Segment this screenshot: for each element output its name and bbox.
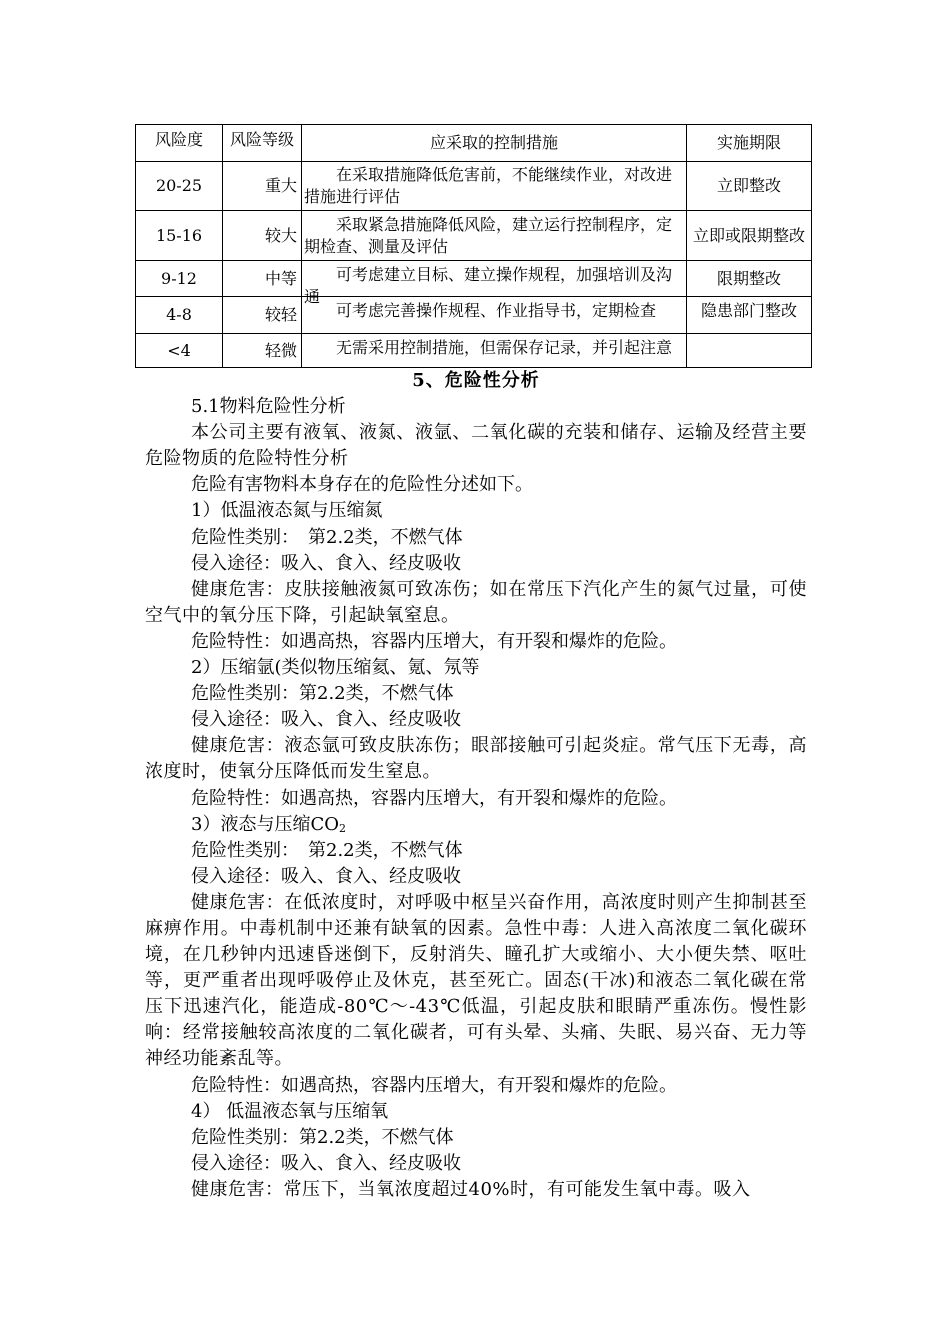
document-body: [145, 368, 807, 1203]
hazard-property: 危险特性：如遇高热，容器内压增大，有开裂和爆炸的危险。: [191, 787, 677, 809]
control-measure-cell: 可考虑建立目标、建立操作规程，加强培训及沟通: [302, 261, 687, 297]
health-hazard: 健康危害：液态氩可致皮肤冻伤；眼部接触可引起炎症。常气压下无毒，高浓度时，使氧分压降低而发生窒息。: [145, 735, 807, 783]
entry-route: 侵入途径：吸入、食入、经皮吸收: [191, 709, 461, 731]
table-row: [136, 334, 812, 368]
item-title: [145, 812, 807, 838]
risk-degree-cell: 15-16: [136, 211, 223, 261]
item-title-text: 3）液态与压缩CO: [191, 813, 339, 835]
risk-level-cell: 较轻: [223, 297, 302, 334]
table-row: [136, 297, 812, 334]
control-measure-cell: 可考虑完善操作规程、作业指导书，定期检查: [302, 297, 687, 334]
header-risk-level: 风险等级: [223, 125, 302, 162]
deadline-cell: 隐患部门整改: [687, 297, 812, 334]
item-title: 4） 低温液态氧与压缩氧: [191, 1100, 389, 1122]
deadline-cell: 限期整改: [687, 261, 812, 297]
deadline-cell: [687, 334, 812, 368]
table-row: [136, 211, 812, 261]
hazard-category: 危险性类别： 第2.2类，不燃气体: [191, 839, 463, 861]
table-row: [136, 261, 812, 297]
health-hazard: 健康危害：在低浓度时，对呼吸中枢呈兴奋作用，高浓度时则产生抑制甚至麻痹作用。中毒机制中还兼有缺氧的因素。急性中毒：人进入高浓度二氧化碳环境，在几秒钟内迅速昏迷倒下，反射消失、瞳孔扩大或缩小、大小便失禁、呕吐等，更严重者出现呼吸停止及休克，甚至死亡。固态(干冰)和液态二氧化碳在常压下迅速汽化，能造成-80℃～-43℃低温，引起皮肤和眼睛严重冻伤。慢性影响：经常接触较高浓度的二氧化碳者，可有头晕、头痛、失眠、易兴奋、无力等神经功能紊乱等。: [145, 891, 807, 1070]
table-header-row: [136, 125, 812, 162]
subsection-heading: 5.1物料危险性分析: [191, 396, 346, 418]
item-title: 1）低温液态氮与压缩氮: [191, 500, 383, 522]
hazard-category: 危险性类别： 第2.2类，不燃气体: [191, 526, 463, 548]
control-measure-cell: 采取紧急措施降低风险，建立运行控制程序，定期检查、测量及评估: [302, 211, 687, 261]
entry-route: 侵入途径：吸入、食入、经皮吸收: [191, 1152, 461, 1174]
deadline-cell: 立即或限期整改: [687, 211, 812, 261]
hazard-category: 危险性类别：第2.2类，不燃气体: [191, 1126, 454, 1148]
item-title: 2）压缩氩(类似物压缩氦、氪、氖等: [191, 657, 480, 679]
table-row: [136, 162, 812, 211]
section-heading: 5、危险性分析: [412, 370, 540, 391]
subscript: 2: [338, 821, 346, 835]
health-hazard: 健康危害：常压下，当氧浓度超过40%时，有可能发生氧中毒。吸入: [191, 1178, 751, 1200]
header-control-measures: 应采取的控制措施: [302, 125, 687, 162]
risk-control-table: [135, 124, 812, 368]
header-risk-degree: 风险度: [136, 125, 223, 162]
risk-level-cell: 重大: [223, 162, 302, 211]
health-hazard: 健康危害：皮肤接触液氮可致冻伤；如在常压下汽化产生的氮气过量，可使空气中的氧分压下降，引起缺氧窒息。: [145, 578, 807, 626]
risk-level-cell: 轻微: [223, 334, 302, 368]
control-measure-cell: 在采取措施降低危害前，不能继续作业，对改进措施进行评估: [302, 162, 687, 211]
hazard-property: 危险特性：如遇高热，容器内压增大，有开裂和爆炸的危险。: [191, 1074, 677, 1096]
deadline-cell: 立即整改: [687, 162, 812, 211]
intro-paragraph: 本公司主要有液氧、液氮、液氩、二氧化碳的充装和储存、运输及经营主要危险物质的危险特性分析: [145, 422, 807, 470]
lead-paragraph: 危险有害物料本身存在的危险性分述如下。: [191, 474, 533, 496]
risk-level-cell: 较大: [223, 211, 302, 261]
header-deadline: 实施期限: [687, 125, 812, 162]
risk-degree-cell: 4-8: [136, 297, 223, 334]
risk-degree-cell: 20-25: [136, 162, 223, 211]
entry-route: 侵入途径：吸入、食入、经皮吸收: [191, 552, 461, 574]
risk-degree-cell: <4: [136, 334, 223, 368]
control-measure-cell: 无需采用控制措施，但需保存记录，并引起注意: [302, 334, 687, 368]
hazard-category: 危险性类别：第2.2类，不燃气体: [191, 683, 454, 705]
hazard-property: 危险特性：如遇高热，容器内压增大，有开裂和爆炸的危险。: [191, 630, 677, 652]
risk-degree-cell: 9-12: [136, 261, 223, 297]
risk-level-cell: 中等: [223, 261, 302, 297]
entry-route: 侵入途径：吸入、食入、经皮吸收: [191, 865, 461, 887]
